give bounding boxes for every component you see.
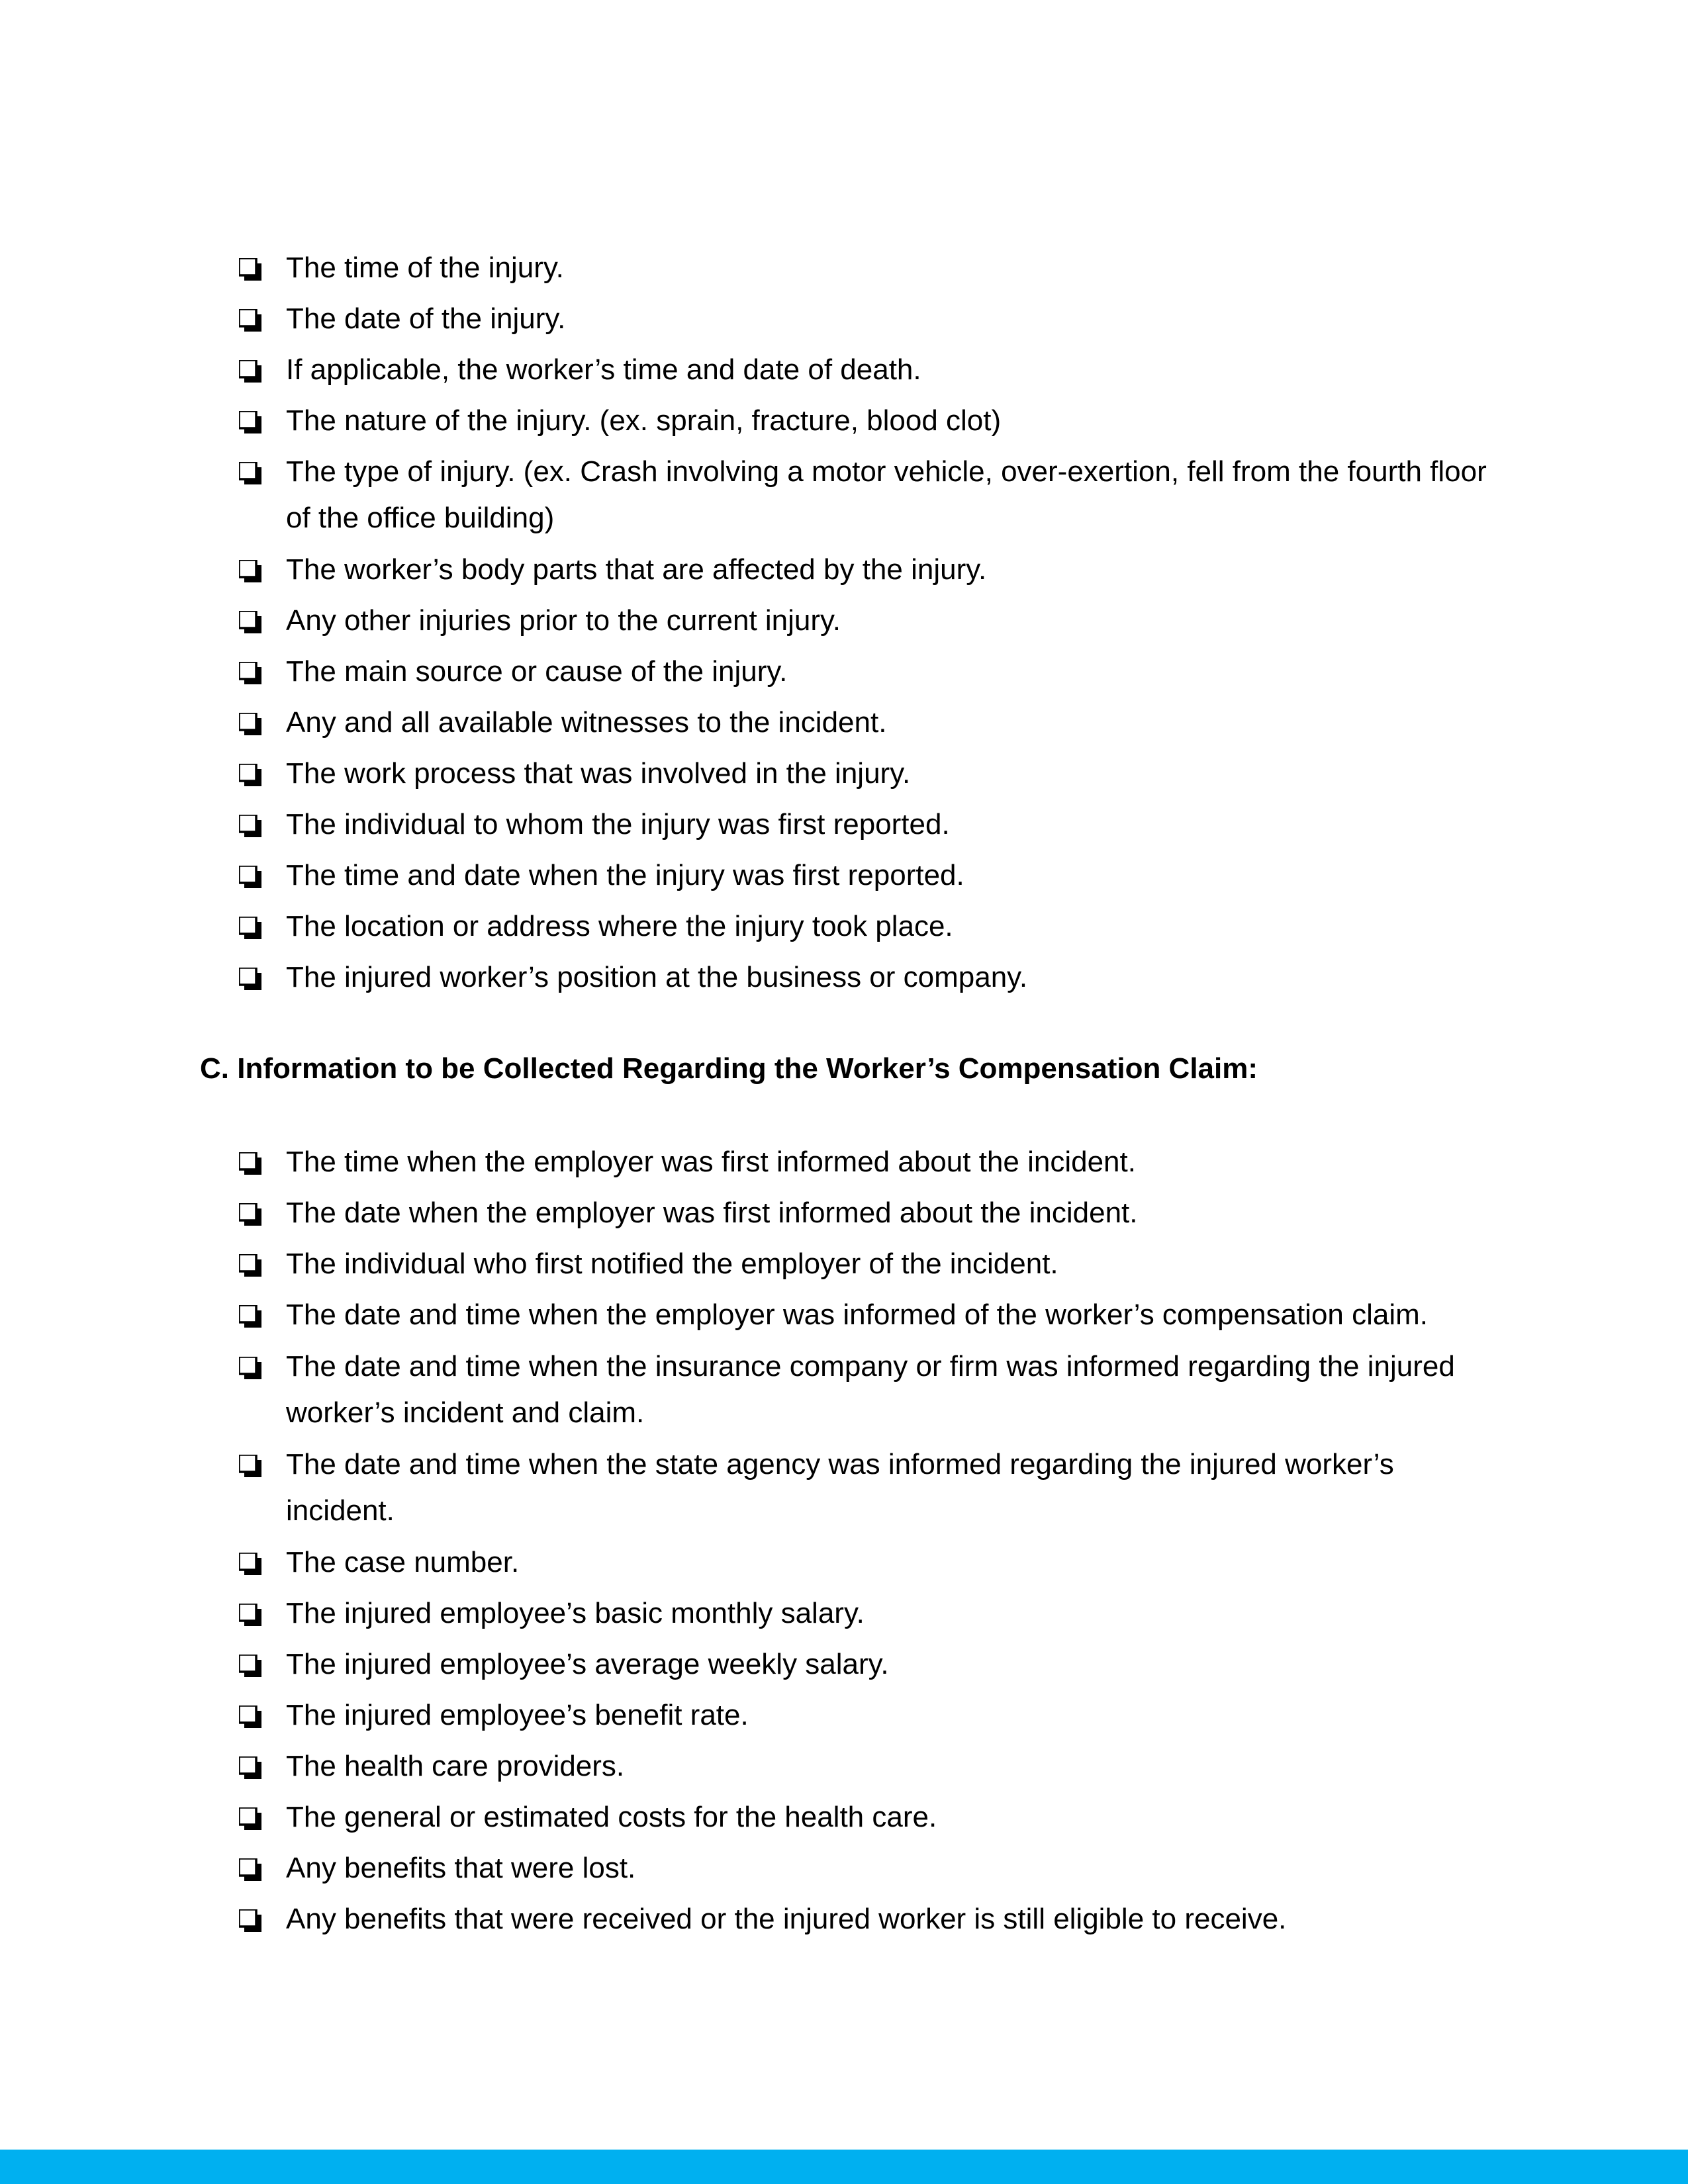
checkbox-icon (239, 1203, 261, 1226)
checklist-item-text: The type of injury. (ex. Crash involving a motor vehicle, over-exertion, fell from the fourth floor of the office building) (286, 455, 1487, 534)
checkbox-icon (239, 866, 261, 888)
checkbox-icon (239, 662, 261, 684)
checklist-item-text: The date and time when the state agency was informed regarding the injured worker’s incident. (286, 1448, 1394, 1527)
checklist-item (0, 1139, 1688, 1185)
checkbox-icon (239, 462, 261, 484)
checklist-item (0, 347, 1688, 393)
checkbox-icon (239, 411, 261, 433)
checklist-item-text: The time of the injury. (286, 251, 564, 284)
checklist-item (0, 398, 1688, 444)
checklist-item-text: The main source or cause of the injury. (286, 655, 788, 688)
section-c-heading: C. Information to be Collected Regarding the Worker’s Compensation Claim: (200, 1052, 1258, 1085)
checklist-item (0, 1292, 1688, 1338)
checkbox-icon (239, 1254, 261, 1277)
checkbox-icon (239, 1357, 261, 1379)
checkbox-icon (239, 968, 261, 990)
checklist-item-text: Any other injuries prior to the current injury. (286, 604, 841, 637)
checklist-item (0, 1343, 1688, 1436)
checkbox-icon (239, 1553, 261, 1575)
checkbox-icon (239, 1305, 261, 1328)
checklist-item (0, 1641, 1688, 1688)
checklist-item-text: Any benefits that were received or the injured worker is still eligible to receive. (286, 1903, 1287, 1935)
checkbox-icon (239, 360, 261, 383)
checklist-item-text: The date and time when the employer was informed of the worker’s compensation claim. (286, 1298, 1429, 1331)
checklist-item (0, 1845, 1688, 1891)
checklist-item (0, 1692, 1688, 1739)
checkbox-icon (239, 1807, 261, 1830)
checklist-item (0, 296, 1688, 342)
checklist-item (0, 449, 1688, 541)
checklist-item (0, 1590, 1688, 1637)
checkbox-icon (239, 1655, 261, 1677)
checklist-item-text: The injured employee’s average weekly salary. (286, 1648, 889, 1680)
checkbox-icon (239, 1152, 261, 1175)
checkbox-icon (239, 1455, 261, 1477)
checklist-item-text: The time and date when the injury was first reported. (286, 859, 964, 891)
checklist-item-text: The date of the injury. (286, 302, 566, 335)
checklist-item (0, 547, 1688, 593)
checkbox-icon (239, 1604, 261, 1626)
checklist-item (0, 1190, 1688, 1236)
checklist-item-text: The injured employee’s benefit rate. (286, 1699, 749, 1731)
checklist-item (0, 801, 1688, 848)
checklist-item-text: The location or address where the injury took place. (286, 910, 953, 942)
checklist-item-text: The work process that was involved in the injury. (286, 757, 911, 790)
checklist-item (0, 1241, 1688, 1287)
checkbox-icon (239, 309, 261, 332)
claim-checklist (0, 1139, 1688, 1947)
checklist-item (0, 1441, 1688, 1534)
checkbox-icon (239, 764, 261, 786)
checkbox-icon (239, 713, 261, 735)
checklist-item (0, 1539, 1688, 1586)
checkbox-icon (239, 1756, 261, 1779)
checklist-item (0, 903, 1688, 950)
checklist-item-text: The individual to whom the injury was first reported. (286, 808, 950, 841)
checklist-item (0, 1794, 1688, 1841)
checkbox-icon (239, 815, 261, 837)
checklist-item (0, 598, 1688, 644)
checklist-item-text: The case number. (286, 1546, 520, 1578)
checklist-item (0, 954, 1688, 1001)
checklist-item-text: The general or estimated costs for the health care. (286, 1801, 937, 1833)
checklist-item (0, 649, 1688, 695)
checkbox-icon (239, 611, 261, 633)
checklist-item (0, 1743, 1688, 1790)
checklist-item-text: Any benefits that were lost. (286, 1852, 636, 1884)
checkbox-icon (239, 560, 261, 582)
checklist-item (0, 852, 1688, 899)
injury-checklist (0, 245, 1688, 1005)
checklist-item-text: The injured employee’s basic monthly salary. (286, 1597, 865, 1629)
checklist-item-text: The health care providers. (286, 1750, 625, 1782)
checklist-item-text: If applicable, the worker’s time and date of death. (286, 353, 921, 386)
checklist-item-text: The date and time when the insurance company or firm was informed regarding the injured worker’s incident and claim. (286, 1350, 1455, 1429)
footer-bar (0, 2150, 1688, 2184)
checklist-item (0, 245, 1688, 291)
checklist-item-text: The individual who first notified the employer of the incident. (286, 1248, 1058, 1280)
checkbox-icon (239, 1858, 261, 1881)
checkbox-icon (239, 917, 261, 939)
checklist-item-text: The injured worker’s position at the business or company. (286, 961, 1028, 993)
checklist-item-text: The nature of the injury. (ex. sprain, fracture, blood clot) (286, 404, 1002, 437)
checklist-item (0, 700, 1688, 746)
checkbox-icon (239, 1909, 261, 1932)
checkbox-icon (239, 258, 261, 281)
checklist-item-text: The date when the employer was first informed about the incident. (286, 1197, 1138, 1229)
checklist-item-text: The worker’s body parts that are affected by the injury. (286, 553, 987, 586)
checkbox-icon (239, 1706, 261, 1728)
checklist-item-text: Any and all available witnesses to the incident. (286, 706, 887, 739)
checklist-item (0, 1896, 1688, 1942)
checklist-item-text: The time when the employer was first informed about the incident. (286, 1146, 1136, 1178)
checklist-item (0, 751, 1688, 797)
